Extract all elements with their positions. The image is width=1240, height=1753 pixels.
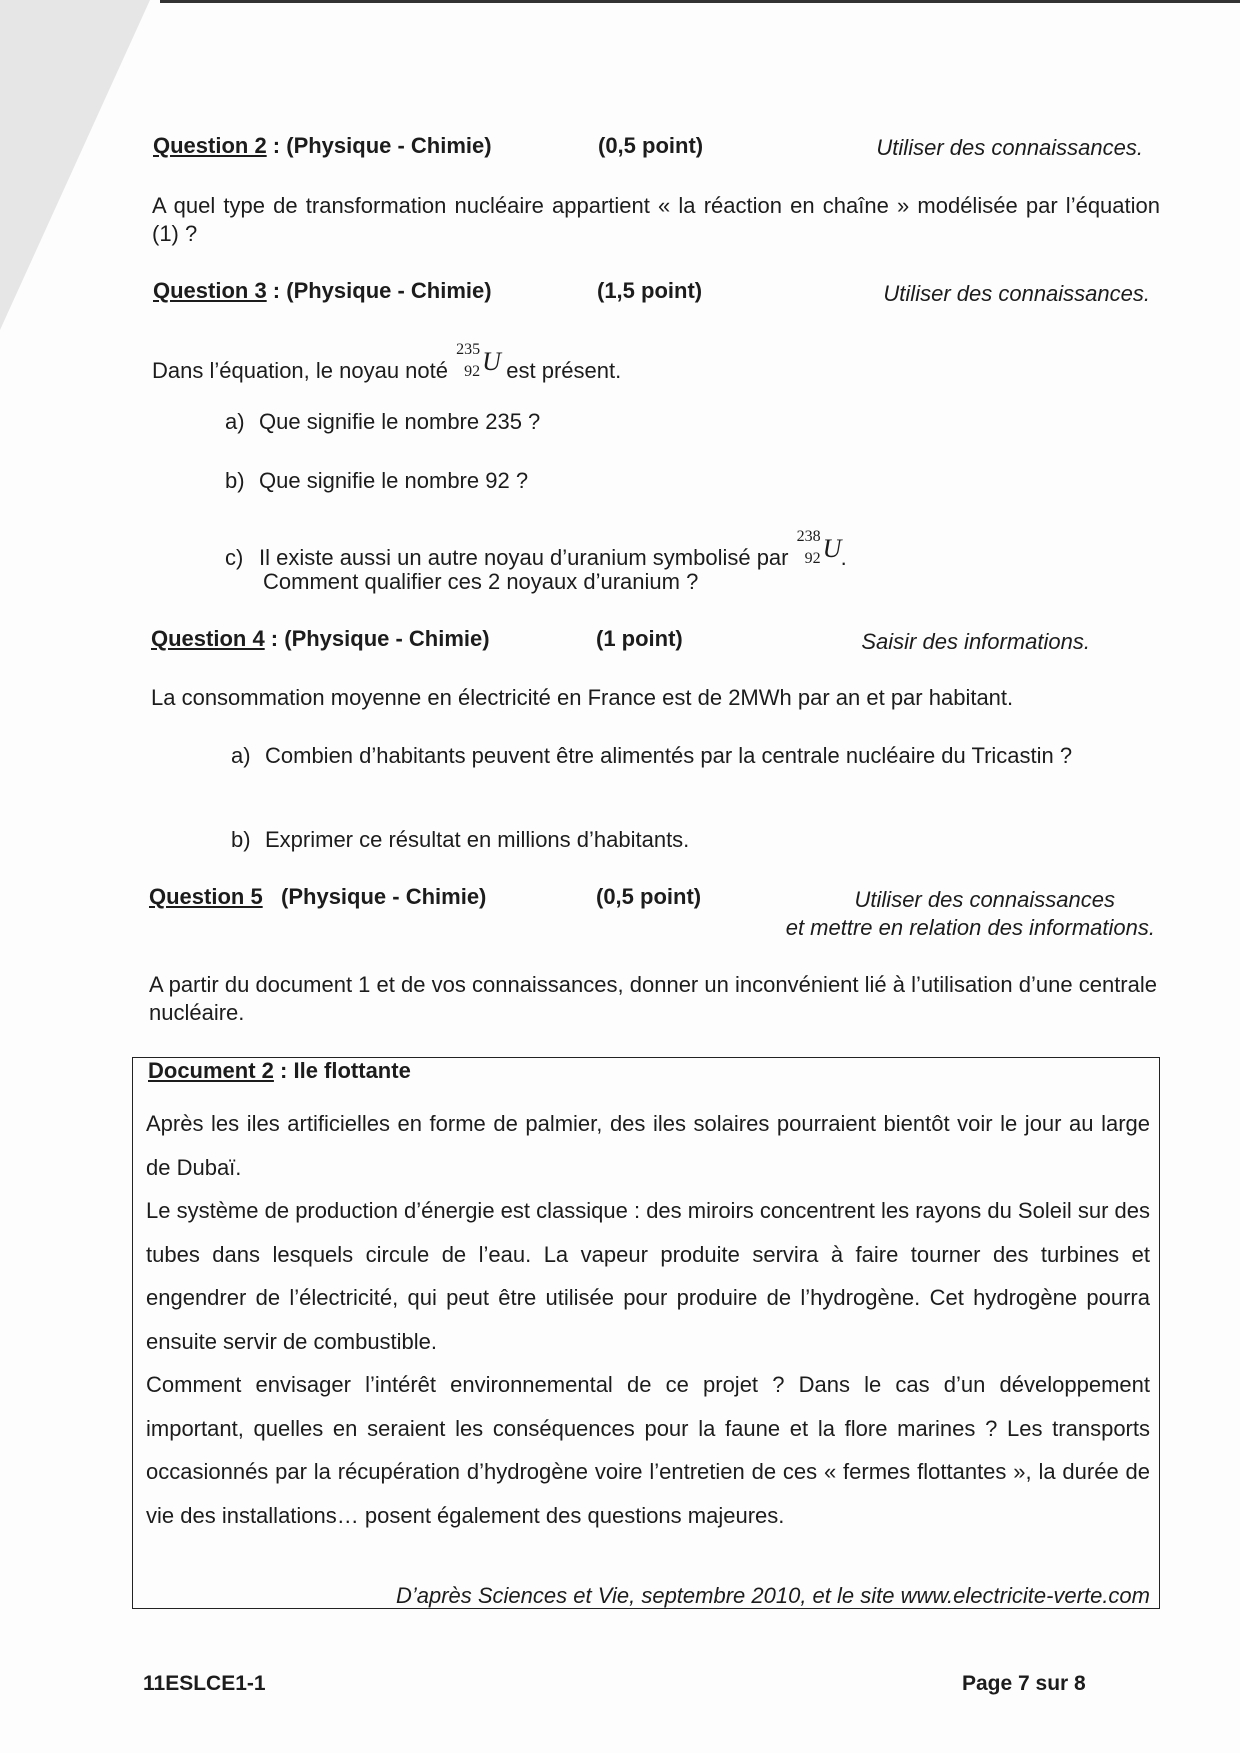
q5-title (149, 883, 486, 911)
document-2-body (146, 1102, 1150, 1537)
q5-label: Question 5 (149, 884, 263, 909)
q3-item-c-line2: Comment qualifier ces 2 noyaux d’uranium ? (263, 569, 699, 594)
document-2-source: D’après Sciences et Vie, septembre 2010, et le site www.electricite-verte.com (395, 1583, 1150, 1608)
q3-intro (152, 341, 622, 385)
q3-intro-after: est présent. (506, 358, 622, 383)
top-border-line (160, 0, 1240, 3)
q4-text: La consommation moyenne en électricité en France est de 2MWh par an et par habitant. (151, 685, 1014, 710)
q3-item-a-marker: a) (225, 409, 245, 434)
q2-skill: Utiliser des connaissances. (876, 135, 1143, 160)
q4-item-a (231, 742, 1157, 770)
q5-subject: (Physique - Chimie) (262, 884, 487, 909)
q2-subject: : (Physique - Chimie) (266, 133, 492, 158)
q3-item-c-line1: Il existe aussi un autre noyau d’uranium symbolisé par (259, 545, 789, 570)
q4-points: (1 point) (596, 626, 683, 651)
q3-points: (1,5 point) (597, 278, 703, 303)
q4-subject: : (Physique - Chimie) (264, 626, 490, 651)
q4-item-b-text: Exprimer ce résultat en millions d’habitants. (265, 827, 690, 852)
mass-number: 235 (456, 341, 481, 358)
uranium-238-symbol (795, 528, 842, 567)
q3-label: Question 3 (153, 278, 267, 303)
q3-item-c (225, 528, 1125, 572)
element-symbol: U (822, 534, 842, 563)
atomic-number: 92 (464, 363, 481, 380)
footer-page-number: Page 7 sur 8 (962, 1672, 1086, 1695)
q3-item-b-text: Que signifie le nombre 92 ? (259, 468, 529, 493)
q3-intro-before: Dans l’équation, le noyau noté (152, 358, 448, 383)
document-2-label: Document 2 (148, 1058, 274, 1083)
q4-item-a-text: Combien d’habitants peuvent être alimentés par la centrale nucléaire du Tricastin ? (265, 743, 1073, 768)
q4-item-b-marker: b) (231, 827, 251, 852)
uranium-235-symbol (454, 341, 501, 380)
q2-label: Question 2 (153, 133, 267, 158)
q3-skill: Utiliser des connaissances. (883, 281, 1150, 306)
document-2-title (148, 1057, 411, 1085)
document-2-paragraph-2: Le système de production d’énergie est classique : des miroirs concentrent les rayons du Soleil sur des tubes dans lesquels circule de l’eau. La vapeur produite servira à faire tourner des turbines et engendrer de l’électricité, qui peut être utilisée pour produire de l’hydrogène. Cet hydrogène pourra ensuite servir de combustible. (146, 1198, 1150, 1354)
q4-title (151, 625, 490, 653)
q3-item-c-marker: c) (225, 545, 244, 570)
q4-label: Question 4 (151, 626, 265, 651)
q5-points: (0,5 point) (596, 884, 702, 909)
document-2-title-text: : Ile flottante (273, 1058, 411, 1083)
q2-text: A quel type de transformation nucléaire appartient « la réaction en chaîne » modélisée par l’équation (1) ? (152, 193, 1160, 246)
page-fold-shadow (0, 0, 150, 330)
q3-item-a-text: Que signifie le nombre 235 ? (259, 409, 541, 434)
q3-title (153, 277, 492, 305)
q4-skill: Saisir des informations. (861, 629, 1090, 654)
q5-skill-line1: Utiliser des connaissances (854, 887, 1115, 912)
q2-title (153, 132, 492, 160)
q3-subject: : (Physique - Chimie) (266, 278, 492, 303)
q5-skill-line2: et mettre en relation des informations. (785, 915, 1155, 940)
document-2-paragraph-1: Après les iles artificielles en forme de palmier, des iles solaires pourraient bientôt voir le jour au large de Dubaï. (146, 1111, 1150, 1180)
q5-text: A partir du document 1 et de vos connaissances, donner un inconvénient lié à l’utilisation d’une centrale nucléaire. (149, 972, 1157, 1025)
footer-exam-code: 11ESLCE1-1 (143, 1672, 266, 1695)
q4-item-b (231, 826, 1157, 854)
q4-item-a-marker: a) (231, 743, 251, 768)
q2-points: (0,5 point) (598, 133, 704, 158)
mass-number: 238 (796, 528, 821, 545)
q3-item-c-period: . (840, 545, 847, 570)
q3-item-b-marker: b) (225, 468, 245, 493)
atomic-number: 92 (804, 550, 821, 567)
q3-item-a (225, 408, 1125, 436)
document-2-paragraph-3: Comment envisager l’intérêt environnemental de ce projet ? Dans le cas d’un développement important, quelles en seraient les conséquences pour la faune et la flore marines ? Les transports occasionnés par la récupération d’hydrogène voire l’entretien de ces « fermes flottantes », la durée de vie des installations… posent également des questions majeures. (146, 1372, 1150, 1528)
q3-item-b (225, 467, 1125, 495)
element-symbol: U (482, 347, 501, 376)
